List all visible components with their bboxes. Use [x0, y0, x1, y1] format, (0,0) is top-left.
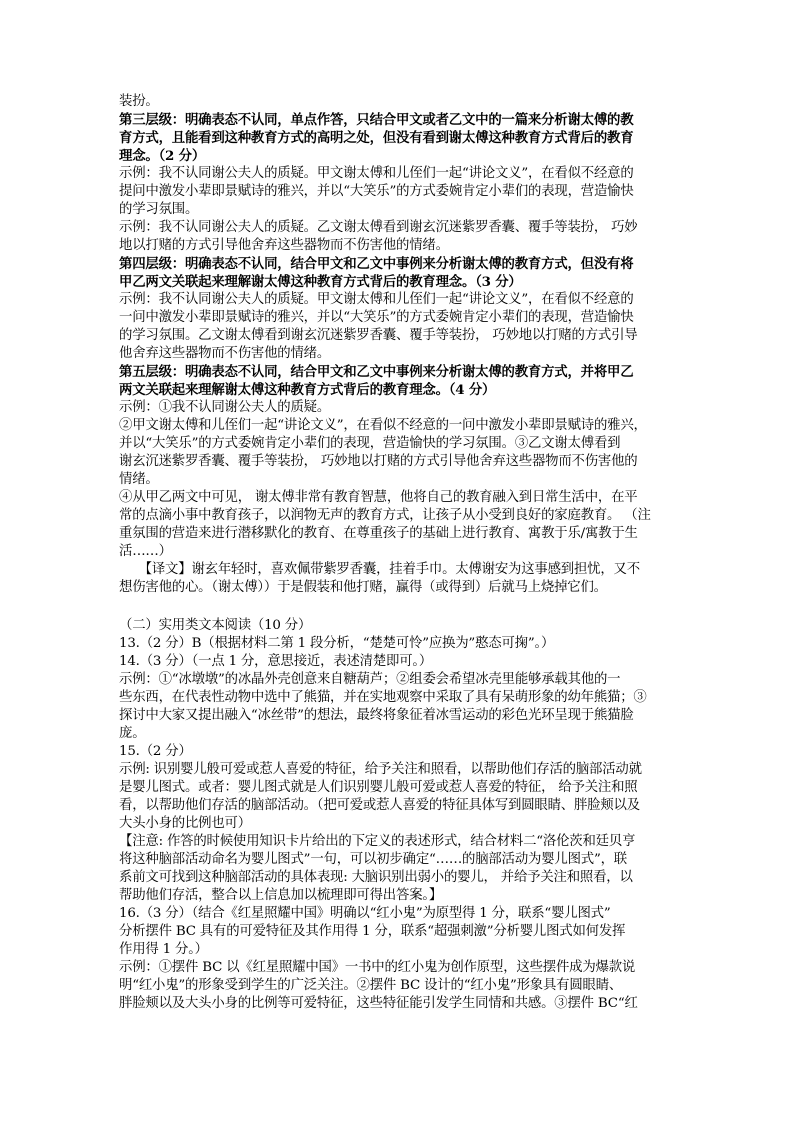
text-line: 是婴儿图式。或者：婴儿图式就是人们识别婴儿般可爱或惹人喜爱的特征， 给予关注和照: [119, 780, 638, 795]
text-line: 15.（2 分）: [119, 744, 192, 759]
translation-line: 想伤害他的心。（谢太傅））于是假装和他打赌，赢得（或得到）后就马上烧掉它们。: [119, 580, 607, 595]
text-line: 庞。: [119, 726, 146, 741]
text-line: 大头小身的比例也可）: [119, 816, 251, 831]
level-five-heading: 第五层级：明确表态不认同，结合甲文和乙文中事例来分析谢太傅的教育方式，并将甲乙: [119, 364, 634, 380]
text-line: 地以打赌的方式引导他舍弃这些器物而不伤害他的情绪。: [119, 238, 449, 253]
text-line: ②甲文谢太傅和儿侄们一起“讲论文义”，在看似不经意的一问中激发小辈即景赋诗的雅兴，: [119, 418, 647, 433]
text-line: 13.（2 分）B（根据材料二第 1 段分析，“楚楚可怜”应换为”憨态可掬”。）: [119, 636, 555, 651]
text-line: 装扮。: [119, 94, 159, 109]
text-line: 示例：我不认同谢公夫人的质疑。甲文谢太傅和儿侄们一起“讲论文义”，在看似不经意的: [119, 292, 634, 307]
text-line: 提问中激发小辈即景赋诗的雅兴，并以“大笑乐”的方式委婉肯定小辈们的表现，营造愉快: [119, 184, 634, 199]
text-line: ④从甲乙两文中可见， 谢太傅非常有教育智慧，他将自己的教育融入到日常生活中，在平: [119, 490, 638, 505]
text-line: 示例: 识别婴儿般可爱或惹人喜爱的特征，给予关注和照看，以帮助他们存活的脑部活动就: [119, 762, 642, 777]
text-line: 示例：①“冰墩墩”的冰晶外壳创意来自糖葫芦；②组委会希望冰壳里能够承载其他的一: [119, 672, 621, 687]
text-line: 明“红小鬼”的形象受到学生的广泛关注。②摆件 BC 设计的“红小鬼”形象具有圆眼睛、: [119, 978, 623, 993]
text-line: 胖脸颊以及大头小身的比例等可爱特征，这些特征能引发学生同情和共感。③摆件 BC“红: [119, 996, 638, 1011]
text-line: 示例：①我不认同谢公夫人的质疑。: [119, 400, 331, 415]
text-line: 示例：我不认同谢公夫人的质疑。乙文谢太傅看到谢玄沉迷紫罗香囊、覆手等装扮， 巧妙: [119, 220, 638, 235]
text-line: 作用得 1 分。）: [119, 942, 208, 957]
section-gap: [119, 597, 675, 617]
note-line: 帮助他们存活，整合以上信息加以梳理即可得出答案。】: [119, 888, 443, 903]
level-three-heading: 育方式，且能看到这种教育方式的高明之处，但没有看到谢太傅这种教育方式背后的教育: [119, 130, 634, 146]
text-line: 谢玄沉迷紫罗香囊、覆手等装扮， 巧妙地以打赌的方式引导他舍弃这些器物而不伤害他的: [119, 454, 638, 469]
text-line: 情绪。: [119, 472, 159, 487]
text-line: 并以“大笑乐”的方式委婉肯定小辈们的表现，营造愉快的学习氛围。③乙文谢太傅看到: [119, 436, 621, 451]
level-five-heading: 两文关联起来理解谢太傅这种教育方式背后的教育理念。（4 分）: [119, 382, 496, 398]
text-line: 示例：我不认同谢公夫人的质疑。甲文谢太傅和儿侄们一起“讲论文义”，在看似不经意的: [119, 166, 634, 181]
level-three-heading: 理念。（2 分）: [119, 148, 206, 164]
answer-key-page: [119, 93, 675, 1013]
text-line: 的学习氛围。: [119, 202, 199, 217]
text-line: 他舍弃这些器物而不伤害他的情绪。: [119, 346, 331, 361]
text-line: 14.（3 分）（一点 1 分，意思接近，表述清楚即可。）: [119, 654, 433, 669]
text-line: 些东西，在代表性动物中选中了熊猫，并在实地观察中采取了具有呆萌形象的幼年熊猫；③: [119, 690, 647, 705]
note-line: 系前文可找到这种脑部活动的具体表现: 大脑识别出弱小的婴儿， 并给予关注和照看，以: [119, 870, 633, 885]
text-line: 16.（3 分）（结合《红星照耀中国》明确以“红小鬼”为原型得 1 分，联系“婴儿图式”: [119, 906, 611, 921]
text-line: 一问中激发小辈即景赋诗的雅兴，并以“大笑乐”的方式委婉肯定小辈们的表现，营造愉快: [119, 310, 634, 325]
level-four-heading: 第四层级：明确表态不认同，结合甲文和乙文中事例来分析谢太傅的教育方式，但没有将: [119, 256, 634, 272]
section-heading: （二）实用类文本阅读（10 分）: [119, 618, 312, 633]
text-line: 看，以帮助他们存活的脑部活动。（把可爱或惹人喜爱的特征具体写到圆眼睛、胖脸颊以及: [119, 798, 640, 813]
text-line: 示例：①摆件 BC 以《红星照耀中国》一书中的红小鬼为创作原型，这些摆件成为爆款说: [119, 960, 636, 975]
text-line: 分析摆件 BC 具有的可爱特征及其作用得 1 分，联系“超强刺激”分析婴儿图式如何发挥: [119, 924, 626, 939]
text-line: 探讨中大家又提出融入“冰丝带”的想法，最终将象征着冰雪运动的彩色光环呈现于熊猫脸: [119, 708, 634, 723]
note-line: 【注意: 作答的时候使用知识卡片给出的下定义的表述形式，结合材料二“洛伦茨和廷贝亨: [119, 834, 636, 849]
text-line: 活……）: [119, 544, 172, 559]
text-line: 重氛围的营造来进行潜移默化的教育、在尊重孩子的基础上进行教育、寓教于乐/寓教于生: [119, 526, 638, 541]
level-four-heading: 甲乙两文关联起来理解谢太傅这种教育方式背后的教育理念。（3 分）: [119, 274, 522, 290]
section-one: [119, 93, 675, 597]
text-line: 常的点滴小事中教育孩子，以润物无声的教育方式，让孩子从小受到良好的家庭教育。 （注: [119, 508, 651, 523]
section-two: [119, 617, 675, 1013]
note-line: 将这种脑部活动命名为婴儿图式”一句，可以初步确定“……的脑部活动为婴儿图式”，联: [119, 852, 627, 867]
translation-line: 【译文】谢玄年轻时，喜欢佩带紫罗香囊，挂着手巾。太傅谢安为这事感到担忧，又不: [119, 562, 640, 577]
text-line: 的学习氛围。乙文谢太傅看到谢玄沉迷紫罗香囊、覆手等装扮， 巧妙地以打赌的方式引导: [119, 328, 638, 343]
level-three-heading: 第三层级：明确表态不认同，单点作答，只结合甲文或者乙文中的一篇来分析谢太傅的教: [119, 112, 634, 128]
